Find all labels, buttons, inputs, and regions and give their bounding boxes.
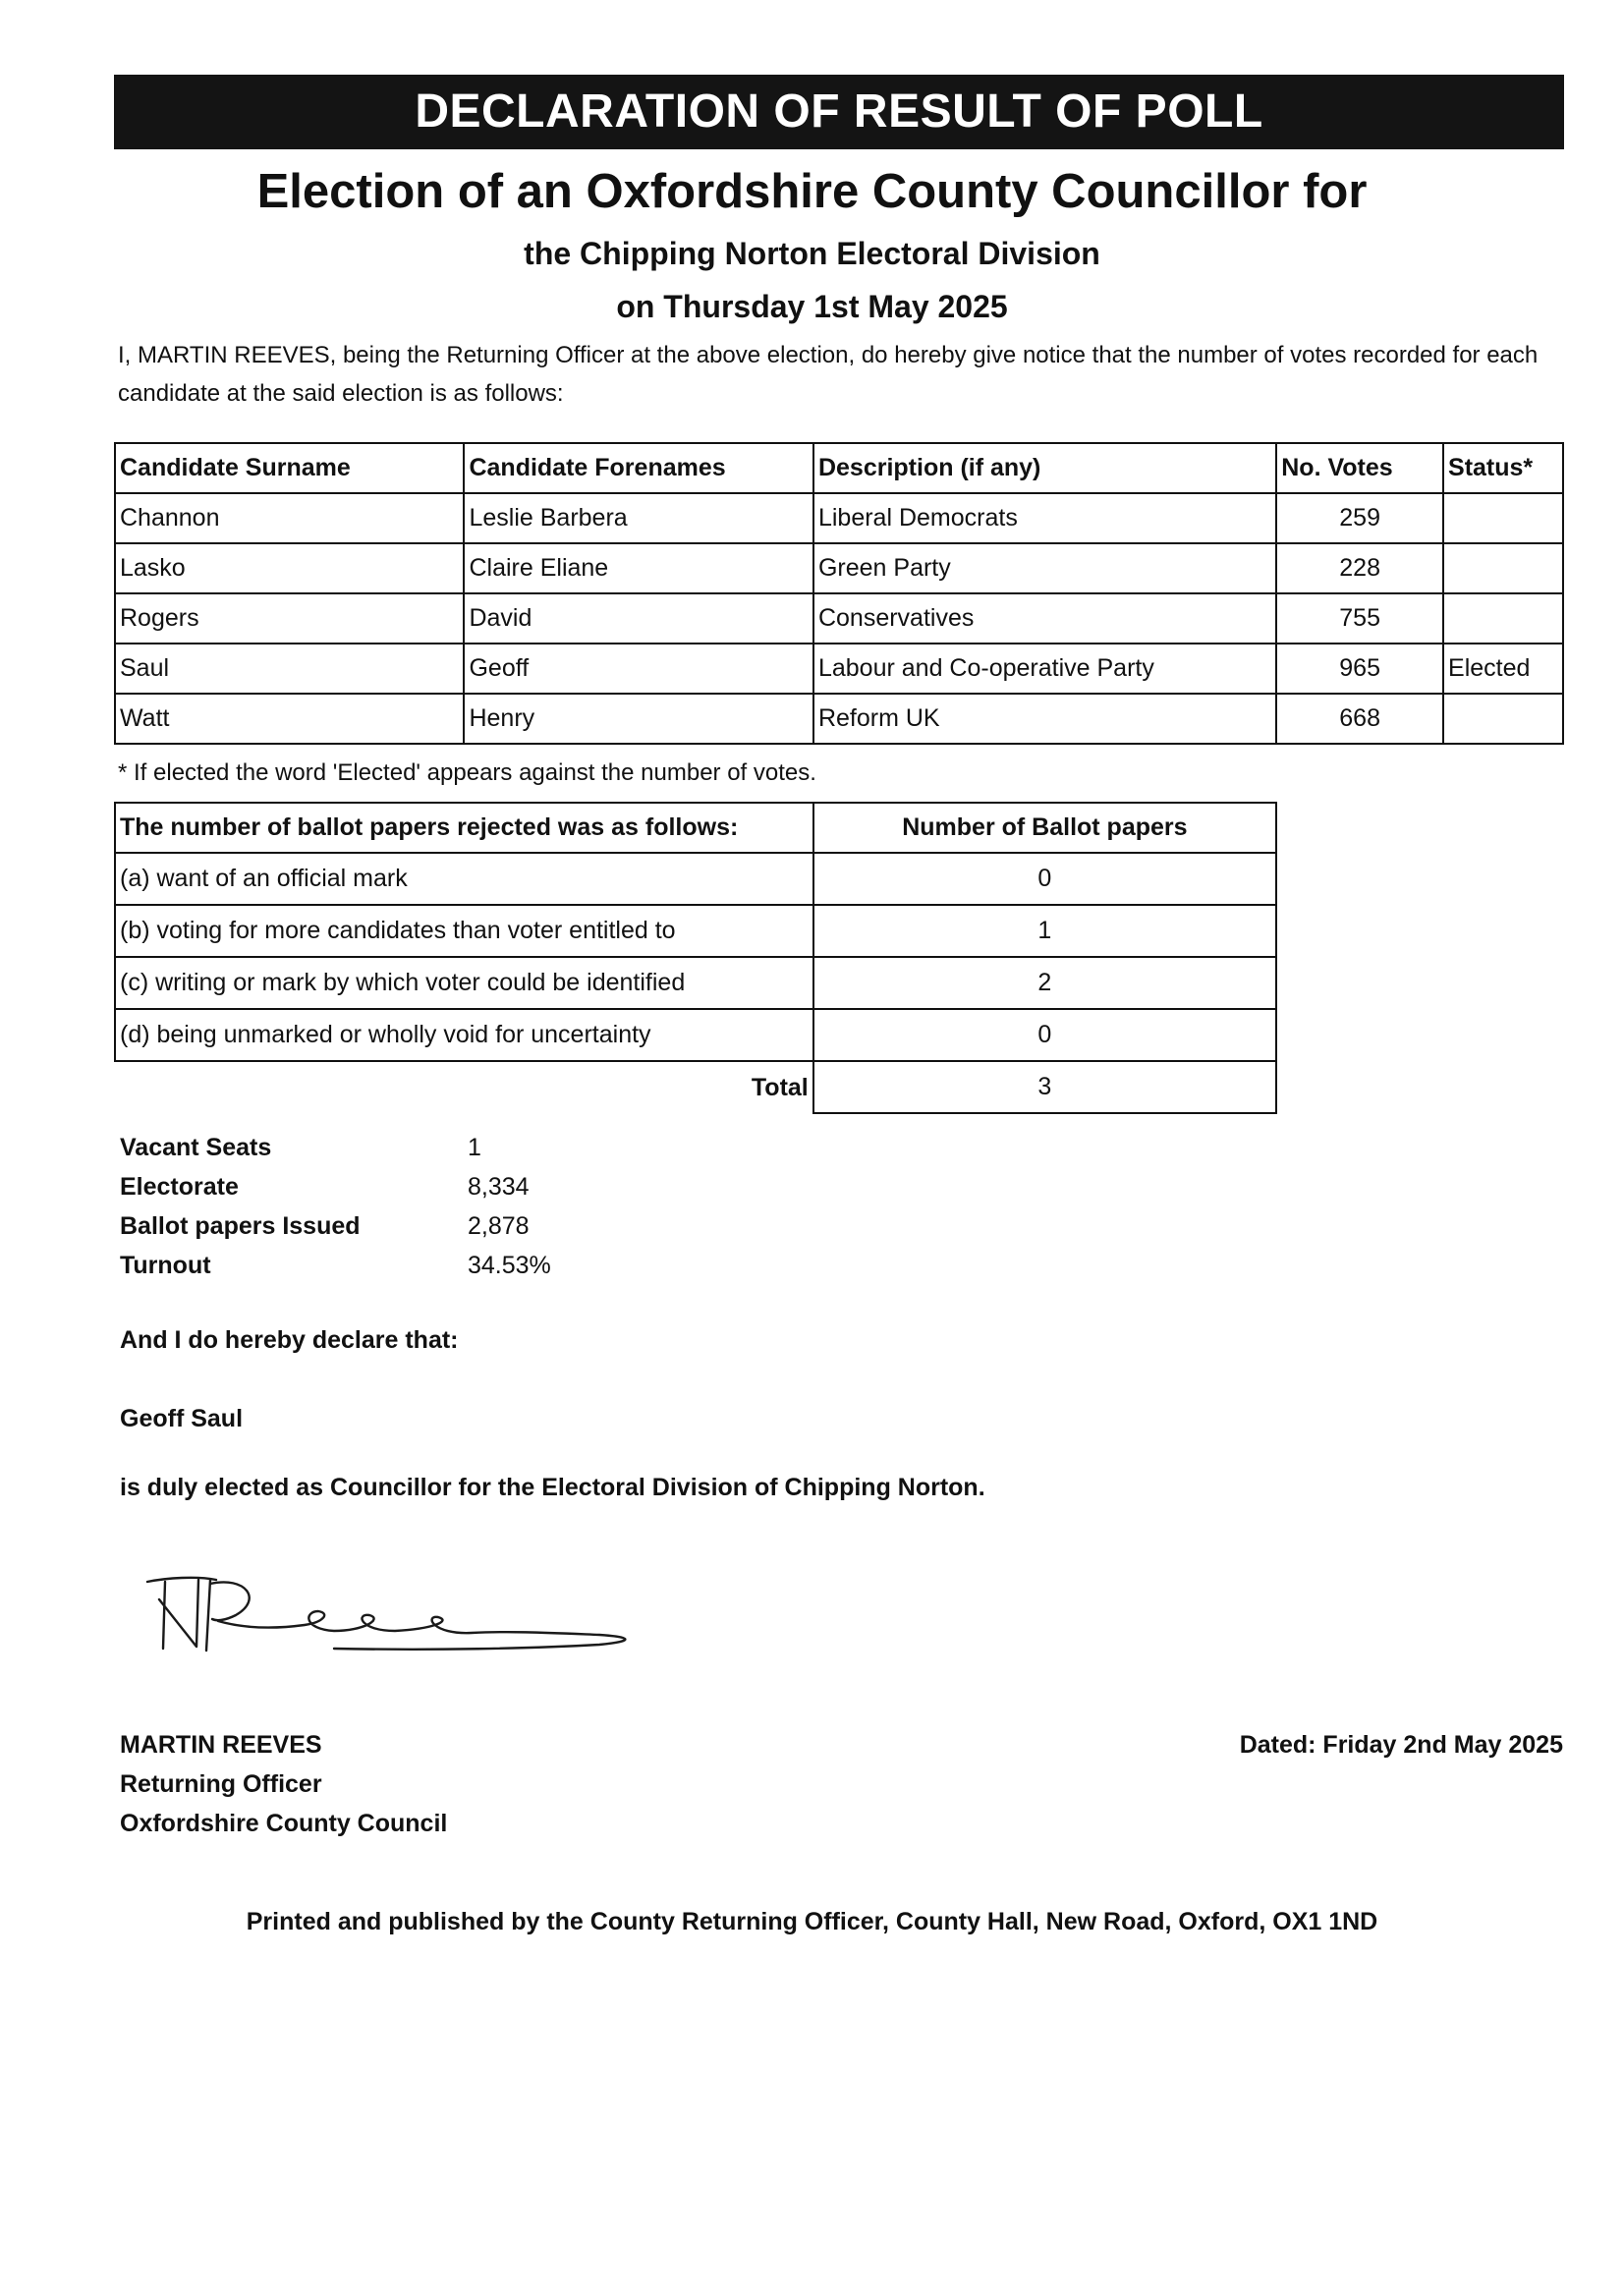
candidate-status: [1443, 493, 1563, 543]
candidate-forenames: David: [464, 593, 813, 644]
duly-elected-text: is duly elected as Councillor for the Electoral Division of Chipping Norton.: [120, 1474, 985, 1501]
table-row: [115, 1009, 1276, 1061]
stat-label: Electorate: [120, 1173, 239, 1201]
officer-role: Returning Officer: [120, 1770, 322, 1798]
stat-label: Vacant Seats: [120, 1134, 272, 1161]
stat-value: 1: [468, 1134, 481, 1161]
candidate-description: Conservatives: [813, 593, 1276, 644]
candidate-votes: 755: [1276, 593, 1443, 644]
table-row: [115, 593, 1563, 644]
stat-electorate: [120, 1167, 551, 1206]
candidate-description: Labour and Co-operative Party: [813, 644, 1276, 694]
division-subtitle: the Chipping Norton Electoral Division: [524, 236, 1100, 271]
candidate-description: Green Party: [813, 543, 1276, 593]
rejected-header-count: Number of Ballot papers: [813, 803, 1276, 853]
candidate-votes: 259: [1276, 493, 1443, 543]
candidate-forenames: Claire Eliane: [464, 543, 813, 593]
rejected-reason: (d) being unmarked or wholly void for uncertainty: [115, 1009, 813, 1061]
rejected-reason: (a) want of an official mark: [115, 853, 813, 905]
rejected-reason: (c) writing or mark by which voter could be identified: [115, 957, 813, 1009]
candidate-forenames: Geoff: [464, 644, 813, 694]
document-title: Election of an Oxfordshire County Councillor for: [256, 165, 1368, 218]
candidate-surname: Saul: [115, 644, 464, 694]
table-row: [115, 644, 1563, 694]
header-surname: Candidate Surname: [115, 443, 464, 493]
candidate-surname: Watt: [115, 694, 464, 744]
status-footnote: * If elected the word 'Elected' appears against the number of votes.: [118, 759, 816, 786]
stat-ballot-papers-issued: [120, 1206, 551, 1246]
candidate-votes: 965: [1276, 644, 1443, 694]
stat-label: Ballot papers Issued: [120, 1212, 361, 1240]
rejected-total-row: [115, 1061, 1276, 1113]
rejected-count: 0: [813, 853, 1276, 905]
candidate-votes: 228: [1276, 543, 1443, 593]
election-date-line: on Thursday 1st May 2025: [616, 289, 1008, 324]
header-status: Status*: [1443, 443, 1563, 493]
header-description: Description (if any): [813, 443, 1276, 493]
officer-name: MARTIN REEVES: [120, 1731, 322, 1759]
candidate-status: [1443, 694, 1563, 744]
declaration-date: Dated: Friday 2nd May 2025: [1239, 1731, 1563, 1759]
rejected-header-reason: The number of ballot papers rejected was as follows:: [115, 803, 813, 853]
candidate-status: Elected: [1443, 644, 1563, 694]
candidates-header-row: [115, 443, 1563, 493]
table-row: [115, 694, 1563, 744]
candidates-table: [114, 442, 1564, 745]
candidate-forenames: Leslie Barbera: [464, 493, 813, 543]
officer-block: [120, 1725, 447, 1843]
candidate-surname: Rogers: [115, 593, 464, 644]
rejected-header-row: [115, 803, 1276, 853]
candidate-forenames: Henry: [464, 694, 813, 744]
table-row: [115, 543, 1563, 593]
poll-statistics: [120, 1128, 551, 1285]
table-row: [115, 493, 1563, 543]
candidate-votes: 668: [1276, 694, 1443, 744]
elected-candidate-name: Geoff Saul: [120, 1405, 244, 1432]
rejected-reason: (b) voting for more candidates than voter entitled to: [115, 905, 813, 957]
intro-paragraph: I, MARTIN REEVES, being the Returning Officer at the above election, do hereby give notice that the number of votes recorded for each candidate at the said election is as follows:: [118, 342, 1539, 407]
table-row: [115, 853, 1276, 905]
document-banner: DECLARATION OF RESULT OF POLL: [114, 75, 1564, 149]
stat-vacant-seats: [120, 1128, 551, 1167]
candidate-status: [1443, 593, 1563, 644]
table-row: [115, 957, 1276, 1009]
header-forenames: Candidate Forenames: [464, 443, 813, 493]
stat-value: 2,878: [468, 1212, 530, 1240]
stat-value: 8,334: [468, 1173, 530, 1201]
declaration-text: And I do hereby declare that:: [120, 1326, 459, 1354]
imprint-line: Printed and published by the County Returning Officer, County Hall, New Road, Oxford, OX1 1ND: [246, 1908, 1378, 1935]
rejected-total-value: 3: [813, 1061, 1276, 1113]
rejected-count: 1: [813, 905, 1276, 957]
candidate-description: Reform UK: [813, 694, 1276, 744]
officer-organisation: Oxfordshire County Council: [120, 1810, 448, 1837]
candidate-surname: Lasko: [115, 543, 464, 593]
rejected-count: 2: [813, 957, 1276, 1009]
rejected-ballots-table: [114, 802, 1277, 1114]
candidate-description: Liberal Democrats: [813, 493, 1276, 543]
header-votes: No. Votes: [1276, 443, 1443, 493]
candidate-status: [1443, 543, 1563, 593]
returning-officer-signature: [138, 1570, 688, 1678]
stat-label: Turnout: [120, 1252, 211, 1279]
rejected-count: 0: [813, 1009, 1276, 1061]
stat-turnout: [120, 1246, 551, 1285]
candidate-surname: Channon: [115, 493, 464, 543]
table-row: [115, 905, 1276, 957]
rejected-total-label: Total: [751, 1073, 809, 1101]
stat-value: 34.53%: [468, 1252, 551, 1279]
